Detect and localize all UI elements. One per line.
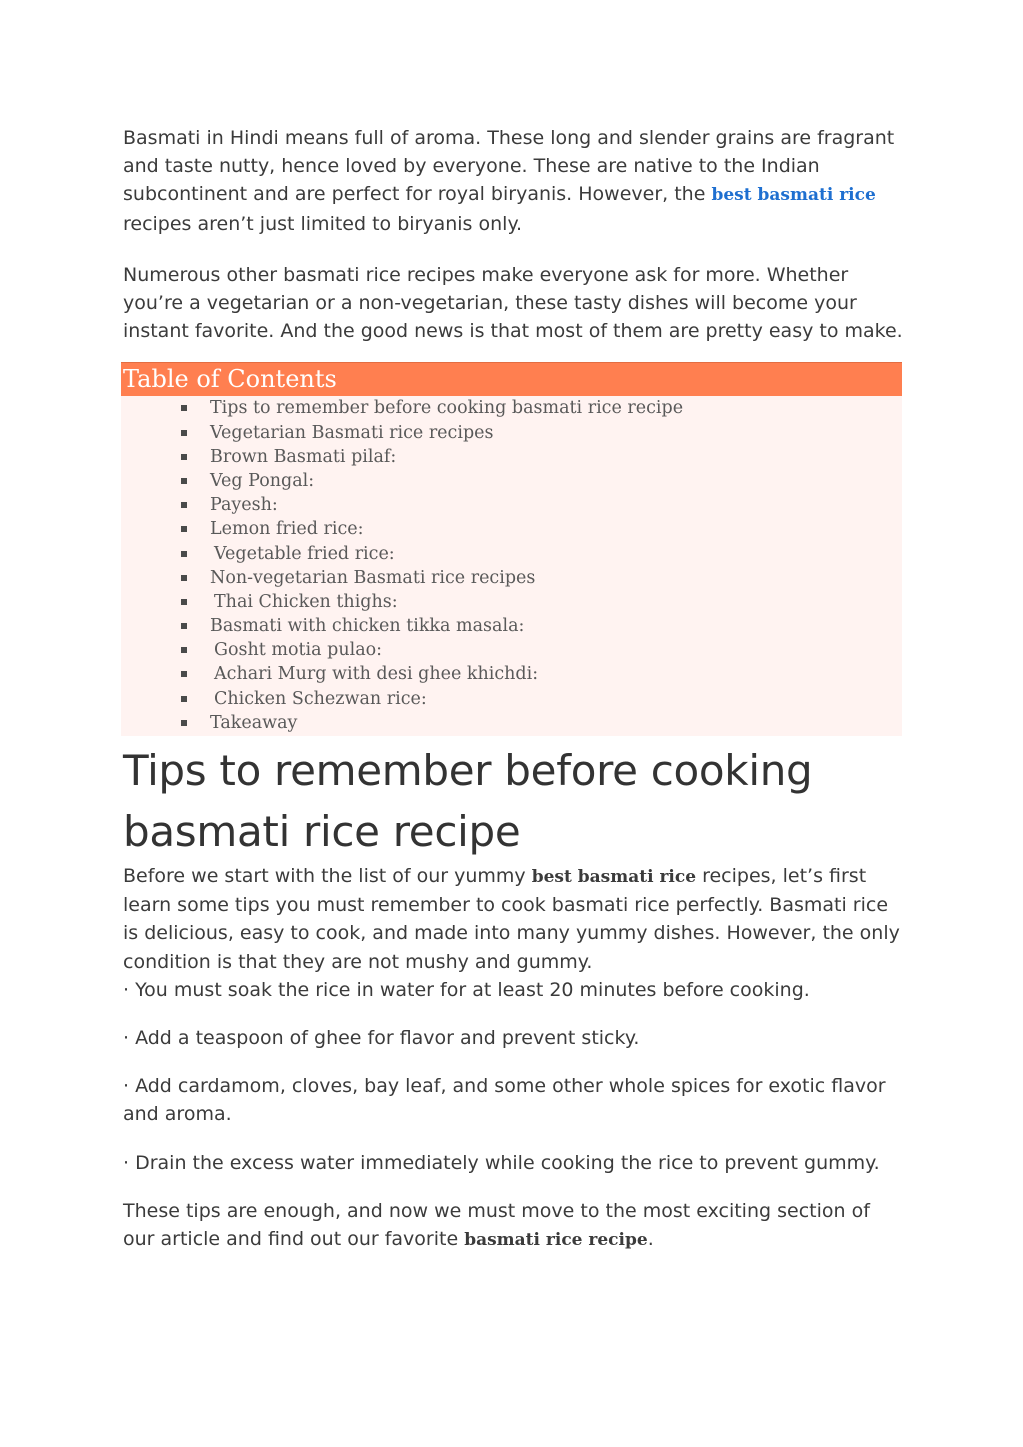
intro-text-end: recipes aren’t just limited to biryanis only. <box>123 212 523 235</box>
tip-drain: · Drain the excess water immediately while cooking the rice to prevent gummy. <box>123 1151 880 1174</box>
toc-item-label: Non-vegetarian Basmati rice recipes <box>210 567 536 588</box>
square-bullet-icon <box>181 671 187 677</box>
toc-item[interactable] <box>181 711 902 735</box>
tip-soak: · You must soak the rice in water for at least 20 minutes before cooking. <box>123 978 810 1001</box>
toc-item-label: Gosht motia pulao: <box>214 640 383 661</box>
toc-item[interactable] <box>181 687 902 711</box>
tip-ghee: · Add a teaspoon of ghee for flavor and prevent sticky. <box>123 1027 640 1050</box>
toc-item[interactable] <box>181 445 902 469</box>
toc-list <box>121 396 902 736</box>
section-intro-end: recipes, let’s first learn some tips you must remember to cook basmati rice perfectly. Basmati rice is delicious, easy to cook, and made into many yummy dishes. However, the only condition is that they are not mushy and gummy. <box>123 865 900 973</box>
square-bullet-icon <box>181 551 187 557</box>
toc-item-label: Basmati with chicken tikka masala: <box>210 616 525 637</box>
closing-paragraph <box>123 1197 903 1254</box>
best-basmati-rice-link[interactable]: best basmati rice <box>711 185 876 206</box>
square-bullet-icon <box>181 623 187 629</box>
closing-text-end: . <box>647 1228 654 1251</box>
square-bullet-icon <box>181 575 187 581</box>
toc-item-label: Vegetarian Basmati rice recipes <box>210 422 494 443</box>
toc-item[interactable] <box>181 638 902 662</box>
square-bullet-icon <box>181 647 187 653</box>
square-bullet-icon <box>181 599 187 605</box>
toc-item[interactable] <box>181 493 902 517</box>
intro-paragraph-2: Numerous other basmati rice recipes make everyone ask for more. Whether you’re a vegetarian or a non-vegetarian, these tasty dishes will become your instant favorite. And the good news is that most of them are pretty easy to make. <box>123 263 903 343</box>
toc-item[interactable] <box>181 590 902 614</box>
toc-item[interactable] <box>181 662 902 686</box>
section-intro-paragraph <box>123 862 903 976</box>
closing-text-start: These tips are enough, and now we must move to the most exciting section of our article and find out our favorite <box>123 1199 870 1251</box>
toc-item-label: Takeaway <box>210 712 298 733</box>
toc-item[interactable] <box>181 396 902 420</box>
toc-item-label: Veg Pongal: <box>210 470 315 491</box>
table-of-contents <box>121 362 902 736</box>
toc-item[interactable] <box>181 421 902 445</box>
toc-item-label: Lemon fried rice: <box>210 519 364 540</box>
toc-item-label: Vegetable fried rice: <box>214 543 395 564</box>
toc-item[interactable] <box>181 469 902 493</box>
square-bullet-icon <box>181 405 187 411</box>
section-heading: Tips to remember before cooking basmati rice recipe <box>123 746 813 857</box>
basmati-rice-recipe-bold: basmati rice recipe <box>464 1230 648 1251</box>
square-bullet-icon <box>181 454 187 460</box>
article-page <box>123 124 903 1254</box>
toc-item-label: Tips to remember before cooking basmati rice recipe <box>210 398 684 419</box>
toc-item-label: Payesh: <box>210 495 278 516</box>
tip-spices: · Add cardamom, cloves, bay leaf, and some other whole spices for exotic flavor and aroma. <box>123 1075 886 1126</box>
square-bullet-icon <box>181 478 187 484</box>
square-bullet-icon <box>181 696 187 702</box>
square-bullet-icon <box>181 502 187 508</box>
toc-item[interactable] <box>181 566 902 590</box>
square-bullet-icon <box>181 526 187 532</box>
toc-item-label: Chicken Schezwan rice: <box>214 688 427 709</box>
intro-text-start: Basmati in Hindi means full of aroma. These long and slender grains are fragrant and taste nutty, hence loved by everyone. These are native to the Indian subcontinent and are perfect for royal biryanis. However, the <box>123 127 895 206</box>
toc-item[interactable] <box>181 517 902 541</box>
best-basmati-rice-bold: best basmati rice <box>531 867 697 888</box>
toc-item-label: Brown Basmati pilaf: <box>210 446 397 467</box>
square-bullet-icon <box>181 430 187 436</box>
toc-title: Table of Contents <box>121 362 902 396</box>
toc-item-label: Thai Chicken thighs: <box>214 591 398 612</box>
intro-paragraph-1 <box>123 124 903 238</box>
section-intro-start: Before we start with the list of our yummy <box>123 865 532 888</box>
toc-item-label: Achari Murg with desi ghee khichdi: <box>214 664 539 685</box>
toc-item[interactable] <box>181 542 902 566</box>
square-bullet-icon <box>181 720 187 726</box>
toc-item[interactable] <box>181 614 902 638</box>
